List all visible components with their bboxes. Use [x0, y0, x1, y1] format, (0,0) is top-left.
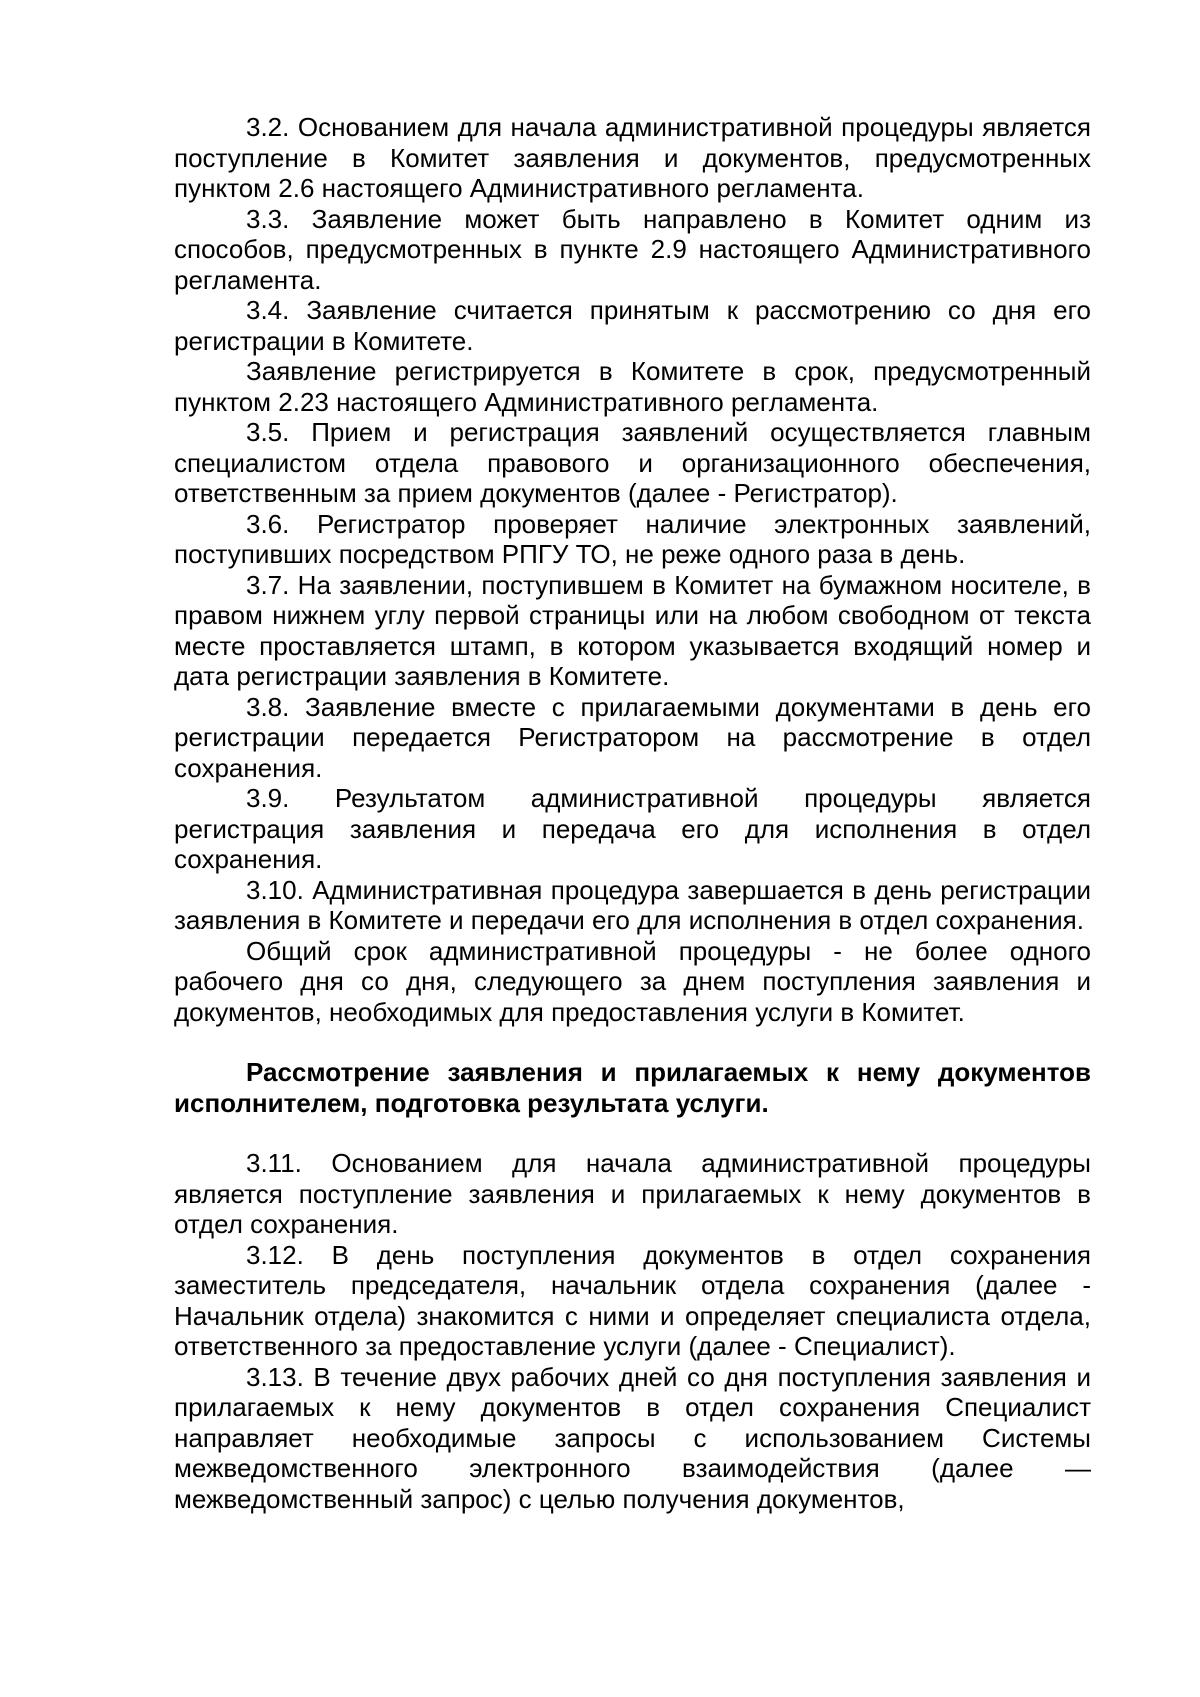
paragraph-3-9: 3.9. Результатом административной процедуры является регистрация заявления и передача его для исполнения в отдел сохранения. [174, 783, 1091, 874]
paragraph-3-8: 3.8. Заявление вместе с прилагаемыми документами в день его регистрации передается Регистратором на рассмотрение в отдел сохранения. [174, 691, 1091, 783]
paragraph-3-7: 3.7. На заявлении, поступившем в Комитет на бумажном носителе, в правом нижнем углу первой страницы или на любом свободном от текста месте проставляется штамп, в котором указывается входящий номер и дата регистрации заявления в Комитете. [174, 569, 1091, 691]
paragraph-3-3: 3.3. Заявление может быть направлено в Комитет одним из способов, предусмотренных в пункте 2.9 настоящего Административного регламента. [174, 203, 1091, 295]
paragraph-registration-term: Заявление регистрируется в Комитете в срок, предусмотренный пунктом 2.23 настоящего Административного регламента. [174, 356, 1091, 417]
paragraph-3-11: 3.11. Основанием для начала административной процедуры является поступление заявления и прилагаемых к нему документов в отдел сохранения. [174, 1148, 1091, 1239]
paragraph-3-6: 3.6. Регистратор проверяет наличие электронных заявлений, поступивших посредством РПГУ ТО, не реже одного раза в день. [174, 508, 1091, 569]
document-page [174, 112, 1091, 1514]
paragraph-3-12: 3.12. В день поступления документов в отдел сохранения заместитель председателя, начальник отдела сохранения (далее - Начальник отдела) знакомится с ними и определяет специалиста отдела, ответственного за предоставление услуги (далее - Специалист). [174, 1239, 1091, 1361]
paragraph-3-10: 3.10. Административная процедура завершается в день регистрации заявления в Комитете и передачи его для исполнения в отдел сохранения. [174, 874, 1091, 935]
paragraph-3-2: 3.2. Основанием для начала административной процедуры является поступление в Комитет заявления и документов, предусмотренных пунктом 2.6 настоящего Административного регламента. [174, 112, 1091, 203]
paragraph-3-4: 3.4. Заявление считается принятым к рассмотрению со дня его регистрации в Комитете. [174, 295, 1091, 356]
paragraph-3-13: 3.13. В течение двух рабочих дней со дня поступления заявления и прилагаемых к нему документов в отдел сохранения Специалист направляет необходимые запросы с использованием Системы межведомственного электронного взаимодействия (далее — межведомственный запрос) с целью получения документов, [174, 1361, 1091, 1514]
paragraph-3-5: 3.5. Прием и регистрация заявлений осуществляется главным специалистом отдела правового и организационного обеспечения, ответственным за прием документов (далее - Регистратор). [174, 417, 1091, 508]
section-heading: Рассмотрение заявления и прилагаемых к нему документов исполнителем, подготовка результата услуги. [174, 1057, 1091, 1118]
spacer [174, 1118, 1091, 1148]
paragraph-total-term: Общий срок административной процедуры - не более одного рабочего дня со дня, следующего за днем поступления заявления и документов, необходимых для предоставления услуги в Комитет. [174, 935, 1091, 1027]
spacer [174, 1027, 1091, 1057]
